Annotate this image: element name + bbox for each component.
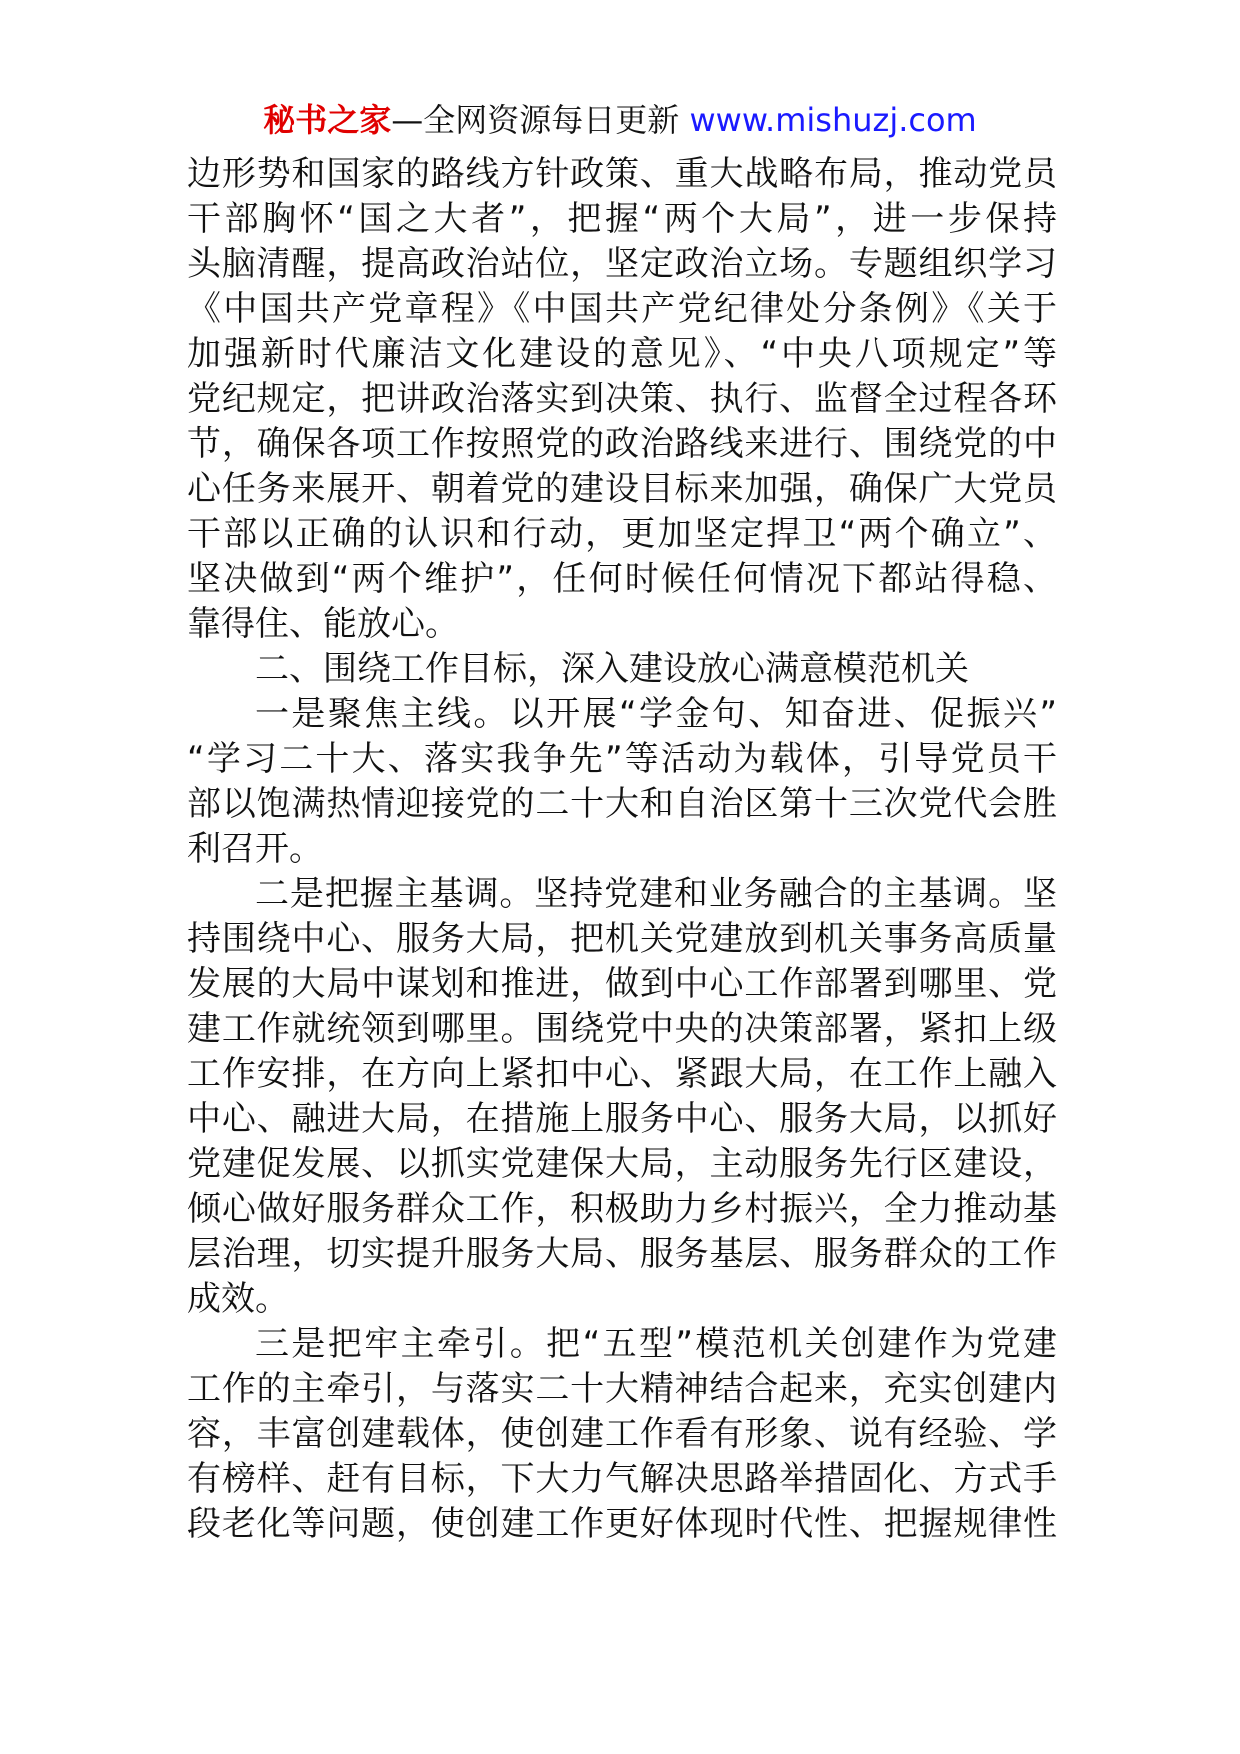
site-watermark-header: [0, 100, 1240, 140]
text-line: 利召开。: [187, 829, 323, 869]
text-line: 有榜样、赶有目标，下大力气解决思路举措固化、方式手: [187, 1459, 1057, 1499]
text-line: 心任务来展开、朝着党的建设目标来加强，确保广大党员: [187, 469, 1057, 509]
section-heading: 二、围绕工作目标，深入建设放心满意模范机关: [255, 649, 969, 689]
text-line: 成效。: [187, 1279, 289, 1319]
text-line: 工作的主牵引，与落实二十大精神结合起来，充实创建内: [187, 1369, 1057, 1409]
text-line: 容，丰富创建载体，使创建工作看有形象、说有经验、学: [187, 1414, 1057, 1454]
paragraph-start-line: 三是把牢主牵引。把“五型”模范机关创建作为党建: [255, 1324, 1057, 1364]
text-line: 中心、融进大局，在措施上服务中心、服务大局，以抓好: [187, 1099, 1057, 1139]
text-line: 持围绕中心、服务大局，把机关党建放到机关事务高质量: [187, 919, 1057, 959]
text-line: 段老化等问题，使创建工作更好体现时代性、把握规律性: [187, 1504, 1057, 1544]
text-line: 坚决做到“两个维护”，任何时候任何情况下都站得稳、: [187, 559, 1057, 599]
text-line: 节，确保各项工作按照党的政治路线来进行、围绕党的中: [187, 424, 1057, 464]
text-line: 层治理，切实提升服务大局、服务基层、服务群众的工作: [187, 1234, 1057, 1274]
text-line: 部以饱满热情迎接党的二十大和自治区第十三次党代会胜: [187, 784, 1057, 824]
text-line: 党纪规定，把讲政治落实到决策、执行、监督全过程各环: [187, 379, 1057, 419]
text-line: 建工作就统领到哪里。围绕党中央的决策部署，紧扣上级: [187, 1009, 1057, 1049]
brand-name: 秘书之家: [263, 101, 392, 139]
text-line: 党建促发展、以抓实党建保大局，主动服务先行区建设，: [187, 1144, 1057, 1184]
text-line: 倾心做好服务群众工作，积极助力乡村振兴，全力推动基: [187, 1189, 1057, 1229]
text-line: 《中国共产党章程》《中国共产党纪律处分条例》《关于: [187, 289, 1057, 329]
site-url[interactable]: www.mishuzj.com: [689, 101, 977, 139]
text-line: 干部胸怀“国之大者”，把握“两个大局”，进一步保持: [187, 199, 1057, 239]
text-line: 边形势和国家的路线方针政策、重大战略布局，推动党员: [187, 154, 1057, 194]
text-line: “学习二十大、落实我争先”等活动为载体，引导党员干: [187, 739, 1057, 779]
paragraph-start-line: 一是聚焦主线。以开展“学金句、知奋进、促振兴”: [255, 694, 1057, 734]
text-line: 工作安排，在方向上紧扣中心、紧跟大局，在工作上融入: [187, 1054, 1057, 1094]
document-body: [187, 152, 1057, 1547]
text-line: 头脑清醒，提高政治站位，坚定政治立场。专题组织学习: [187, 244, 1057, 284]
text-line: 靠得住、能放心。: [187, 604, 459, 644]
text-line: 发展的大局中谋划和推进，做到中心工作部署到哪里、党: [187, 964, 1057, 1004]
text-line: 加强新时代廉洁文化建设的意见》、“中央八项规定”等: [187, 334, 1057, 374]
paragraph-start-line: 二是把握主基调。坚持党建和业务融合的主基调。坚: [255, 874, 1057, 914]
brand-slogan: —全网资源每日更新: [391, 101, 680, 139]
text-line: 干部以正确的认识和行动，更加坚定捍卫“两个确立”、: [187, 514, 1057, 554]
